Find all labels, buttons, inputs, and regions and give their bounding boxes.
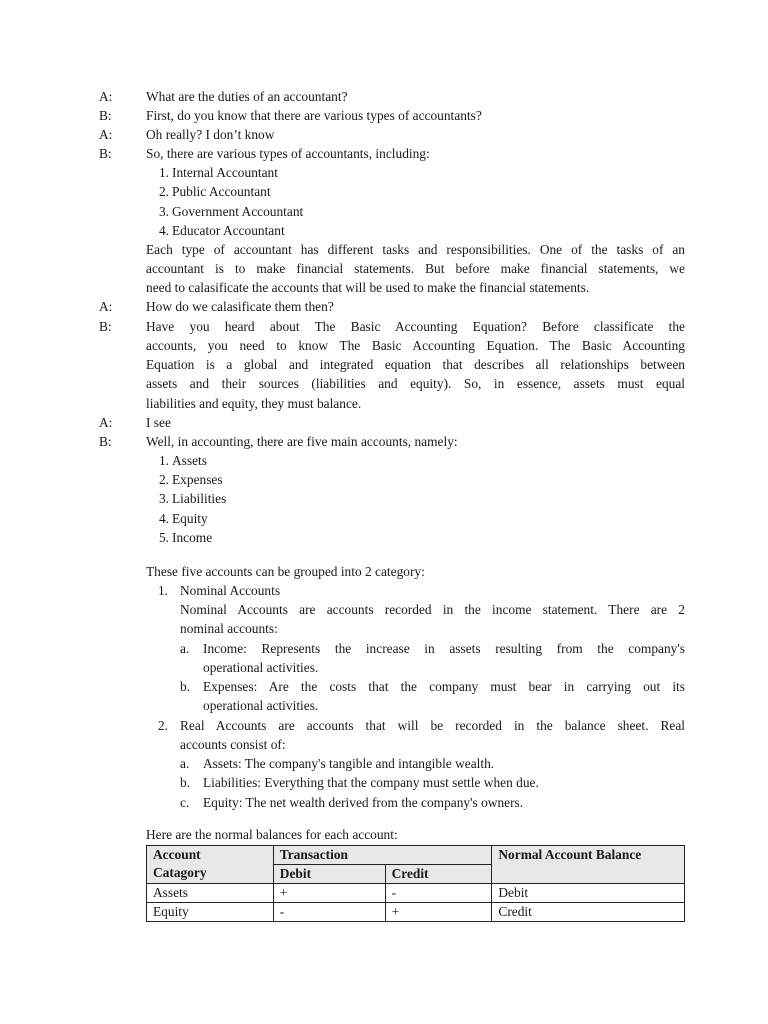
list-number: 4. <box>158 223 169 238</box>
speaker-label: B: <box>99 434 112 449</box>
speaker-label: B: <box>99 319 112 334</box>
list-item <box>0 489 768 508</box>
table-header-row <box>147 846 685 865</box>
list-item <box>0 451 768 470</box>
paragraph-text: accounts consist of: <box>180 737 286 752</box>
paragraph-line <box>0 619 768 638</box>
paragraph-text: Each type of accountant has different tasks and responsibilities. One of the tasks of an <box>146 242 685 257</box>
dialogue-line <box>0 297 768 316</box>
dialogue-text: Well, in accounting, there are five main accounts, namely: <box>146 434 458 449</box>
list-text: Income <box>172 530 213 545</box>
list-text: Expenses <box>172 472 223 487</box>
list-text: Government Accountant <box>172 204 304 219</box>
list-item <box>0 182 768 201</box>
dialogue-text: What are the duties of an accountant? <box>146 89 348 104</box>
table-row <box>147 903 685 922</box>
list-item <box>0 470 768 489</box>
list-item <box>0 754 768 773</box>
list-text: Assets: The company's tangible and intangible wealth. <box>203 756 495 771</box>
list-text: operational activities. <box>203 660 319 675</box>
paragraph-line <box>0 658 768 677</box>
list-text: operational activities. <box>203 698 319 713</box>
paragraph-line <box>0 696 768 715</box>
dialogue-line <box>0 125 768 144</box>
list-text: Educator Accountant <box>172 223 285 238</box>
list-number: 4. <box>158 511 169 526</box>
list-marker: b. <box>180 775 191 790</box>
table-caption: Here are the normal balances for each account: <box>146 827 398 842</box>
paragraph-line <box>0 600 768 619</box>
cell-account: Assets <box>147 884 274 903</box>
list-item <box>0 202 768 221</box>
cell-credit: + <box>385 903 492 922</box>
list-text: Assets <box>172 453 207 468</box>
dialogue-line <box>0 106 768 125</box>
list-item <box>0 773 768 792</box>
list-item <box>0 509 768 528</box>
paragraph-line <box>0 336 768 355</box>
header-account-line2: Catagory <box>153 865 207 880</box>
paragraph-text: accounts, you need to know The Basic Accounting Equation. The Basic Accounting <box>146 338 685 353</box>
speaker-label: A: <box>99 89 113 104</box>
list-marker: b. <box>180 679 191 694</box>
list-text: Income: Represents the increase in assets resulting from the company's <box>203 641 685 656</box>
cell-normal: Debit <box>492 884 685 903</box>
paragraph-line <box>0 355 768 374</box>
paragraph-text: accountant is to make financial statements. But before make financial statements, we <box>146 261 685 276</box>
paragraph-text: Have you heard about The Basic Accounting Equation? Before classificate the <box>146 319 685 334</box>
list-item <box>0 163 768 182</box>
list-marker: c. <box>180 795 190 810</box>
list-item <box>0 793 768 812</box>
list-text: Internal Accountant <box>172 165 278 180</box>
header-credit: Credit <box>385 865 492 884</box>
list-text: Expenses: Are the costs that the company must bear in carrying out its <box>203 679 685 694</box>
list-text: Liabilities <box>172 491 227 506</box>
list-number: 1. <box>157 583 168 598</box>
dialogue-text: So, there are various types of accountants, including: <box>146 146 430 161</box>
paragraph-line <box>0 259 768 278</box>
header-account-line1: Account <box>153 847 201 862</box>
list-number: 3. <box>158 491 169 506</box>
header-normal-balance: Normal Account Balance <box>492 846 685 884</box>
list-text: Equity: The net wealth derived from the company's owners. <box>203 795 524 810</box>
paragraph-text: assets and their sources (liabilities and equity). So, in essence, assets must equal <box>146 376 685 391</box>
dialogue-text: I see <box>146 415 171 430</box>
speaker-label: B: <box>99 108 112 123</box>
section-title: Nominal Accounts <box>180 583 281 598</box>
paragraph-line <box>0 394 768 413</box>
table-row <box>147 884 685 903</box>
list-text: Public Accountant <box>172 184 271 199</box>
dialogue-line <box>0 317 768 336</box>
speaker-label: A: <box>99 127 113 142</box>
paragraph-line <box>0 374 768 393</box>
list-item <box>0 528 768 547</box>
paragraph-text: Nominal Accounts are accounts recorded in the income statement. There are 2 <box>180 602 685 617</box>
paragraph-text: Real Accounts are accounts that will be recorded in the balance sheet. Real <box>180 718 685 733</box>
list-number: 3. <box>158 204 169 219</box>
list-item <box>0 677 768 696</box>
speaker-label: A: <box>99 415 113 430</box>
paragraph-line <box>0 278 768 297</box>
cell-credit: - <box>385 884 492 903</box>
dialogue-line <box>0 432 768 451</box>
dialogue-text: How do we calasificate them then? <box>146 299 334 314</box>
cell-debit: + <box>273 884 385 903</box>
list-number: 2. <box>158 472 169 487</box>
cell-normal: Credit <box>492 903 685 922</box>
list-item <box>0 639 768 658</box>
paragraph-text: nominal accounts: <box>180 621 278 636</box>
list-number: 1. <box>158 165 169 180</box>
paragraph-text: need to calasificate the accounts that will be used to make the financial statements. <box>146 280 590 295</box>
paragraph-line <box>0 825 768 844</box>
speaker-label: A: <box>99 299 113 314</box>
dialogue-text: Oh really? I don’t know <box>146 127 275 142</box>
list-text: Equity <box>172 511 208 526</box>
paragraph-text: Equation is a global and integrated equation that describes all relationships between <box>146 357 685 372</box>
paragraph-line <box>0 735 768 754</box>
list-number: 5. <box>158 530 169 545</box>
dialogue-text: First, do you know that there are various types of accountants? <box>146 108 482 123</box>
header-debit: Debit <box>273 865 385 884</box>
header-account-category <box>147 846 274 884</box>
dialogue-line <box>0 87 768 106</box>
speaker-label: B: <box>99 146 112 161</box>
list-marker: a. <box>180 641 190 656</box>
cell-debit: - <box>273 903 385 922</box>
list-number: 2. <box>157 718 168 733</box>
cell-account: Equity <box>147 903 274 922</box>
dialogue-line <box>0 413 768 432</box>
list-item <box>0 221 768 240</box>
paragraph-text: These five accounts can be grouped into 2 category: <box>146 564 425 579</box>
header-transaction: Transaction <box>273 846 492 865</box>
list-marker: a. <box>180 756 190 771</box>
list-text: Liabilities: Everything that the company must settle when due. <box>203 775 539 790</box>
paragraph-line <box>0 562 768 581</box>
list-item <box>0 716 768 735</box>
paragraph-line <box>0 240 768 259</box>
list-number: 2. <box>158 184 169 199</box>
list-number: 1. <box>158 453 169 468</box>
normal-balance-table <box>146 845 685 922</box>
paragraph-text: liabilities and equity, they must balance. <box>146 396 362 411</box>
dialogue-line <box>0 144 768 163</box>
list-item <box>0 581 768 600</box>
